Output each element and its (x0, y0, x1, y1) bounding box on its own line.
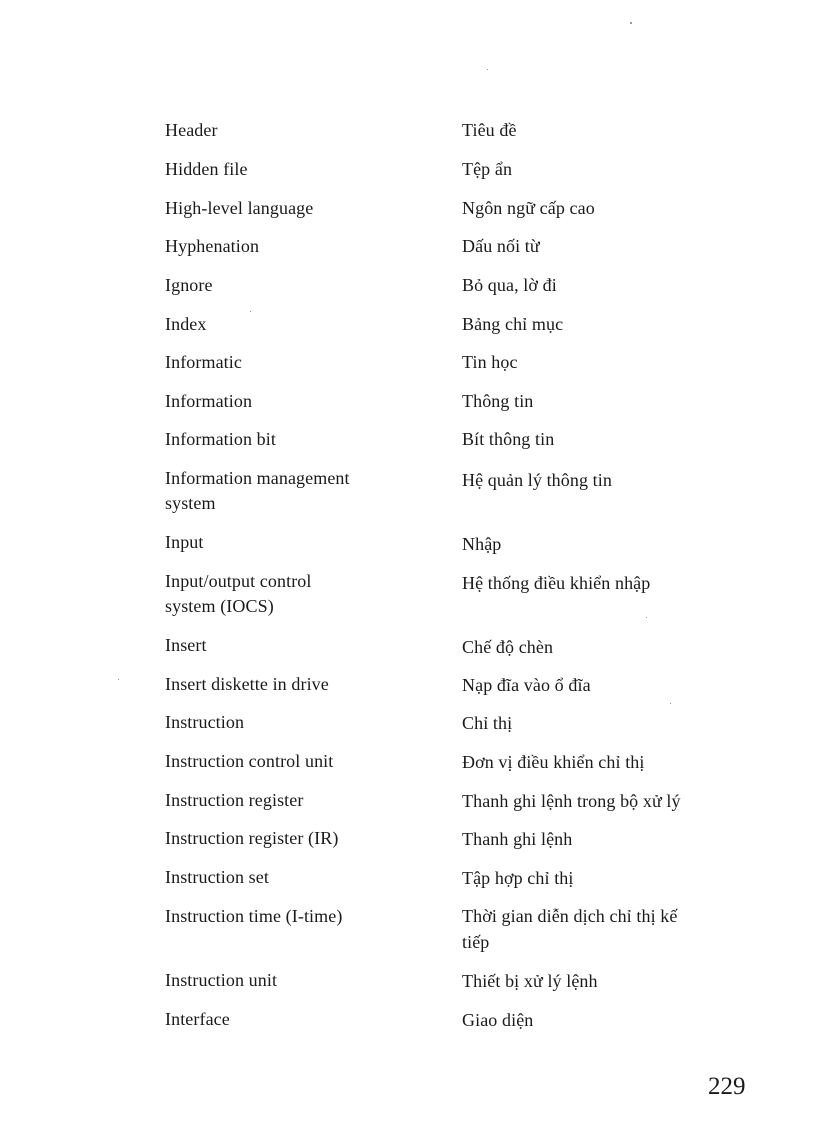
definition: Đơn vị điều khiển chỉ thị (462, 752, 645, 772)
term: Instruction register (165, 790, 304, 810)
term: Information (165, 391, 253, 411)
term: Index (165, 314, 207, 334)
definition-line: Thời gian diễn dịch chỉ thị kế (462, 906, 678, 926)
definition: Chế độ chèn (462, 637, 554, 657)
definition-line: tiếp (462, 932, 490, 952)
scan-speck (487, 69, 488, 70)
definition: Thông tin (462, 391, 534, 411)
definition: Bít thông tin (462, 429, 555, 449)
definition: Nạp đĩa vào ổ đĩa (462, 675, 591, 695)
term: Hyphenation (165, 236, 260, 256)
definition: Giao diện (462, 1010, 534, 1030)
term: Header (165, 120, 218, 140)
definition: Tệp ẩn (462, 159, 513, 179)
term-line: Input/output control (165, 571, 312, 591)
term: Instruction unit (165, 970, 278, 990)
definition: Hệ thống điều khiển nhập (462, 573, 651, 593)
definition: Nhập (462, 534, 502, 554)
page-number: 229 (708, 1073, 746, 1100)
term: Instruction register (IR) (165, 828, 339, 848)
definition: Bảng chỉ mục (462, 314, 564, 334)
definition: Tập hợp chỉ thị (462, 868, 574, 888)
term: Instruction set (165, 867, 269, 887)
term: Information bit (165, 429, 276, 449)
definition: Thiết bị xử lý lệnh (462, 971, 598, 991)
definition: Tin học (462, 352, 518, 372)
definition: Bỏ qua, lờ đi (462, 275, 557, 295)
term: Insert diskette in drive (165, 674, 329, 694)
term: Instruction (165, 712, 245, 732)
definition: Tiêu đề (462, 120, 517, 140)
term-line: system (IOCS) (165, 596, 274, 616)
definition: Thanh ghi lệnh (462, 829, 573, 849)
term: Ignore (165, 275, 213, 295)
term: Hidden file (165, 159, 248, 179)
term-line: Information management (165, 468, 350, 488)
scan-speck (646, 617, 647, 618)
term-line: system (165, 493, 216, 513)
term: High-level language (165, 198, 314, 218)
term: Input (165, 532, 204, 552)
term: Insert (165, 635, 207, 655)
term: Informatic (165, 352, 242, 372)
term: Instruction time (I-time) (165, 906, 343, 926)
scan-speck (670, 703, 671, 704)
definition: Ngôn ngữ cấp cao (462, 198, 595, 218)
definition: Thanh ghi lệnh trong bộ xử lý (462, 791, 681, 811)
scan-speck (630, 22, 632, 24)
scan-speck (250, 311, 251, 312)
term: Interface (165, 1009, 230, 1029)
term: Instruction control unit (165, 751, 334, 771)
definition: Dấu nối từ (462, 236, 540, 256)
definition: Chỉ thị (462, 713, 513, 733)
scan-speck (118, 679, 119, 680)
definition: Hệ quản lý thông tin (462, 470, 612, 490)
